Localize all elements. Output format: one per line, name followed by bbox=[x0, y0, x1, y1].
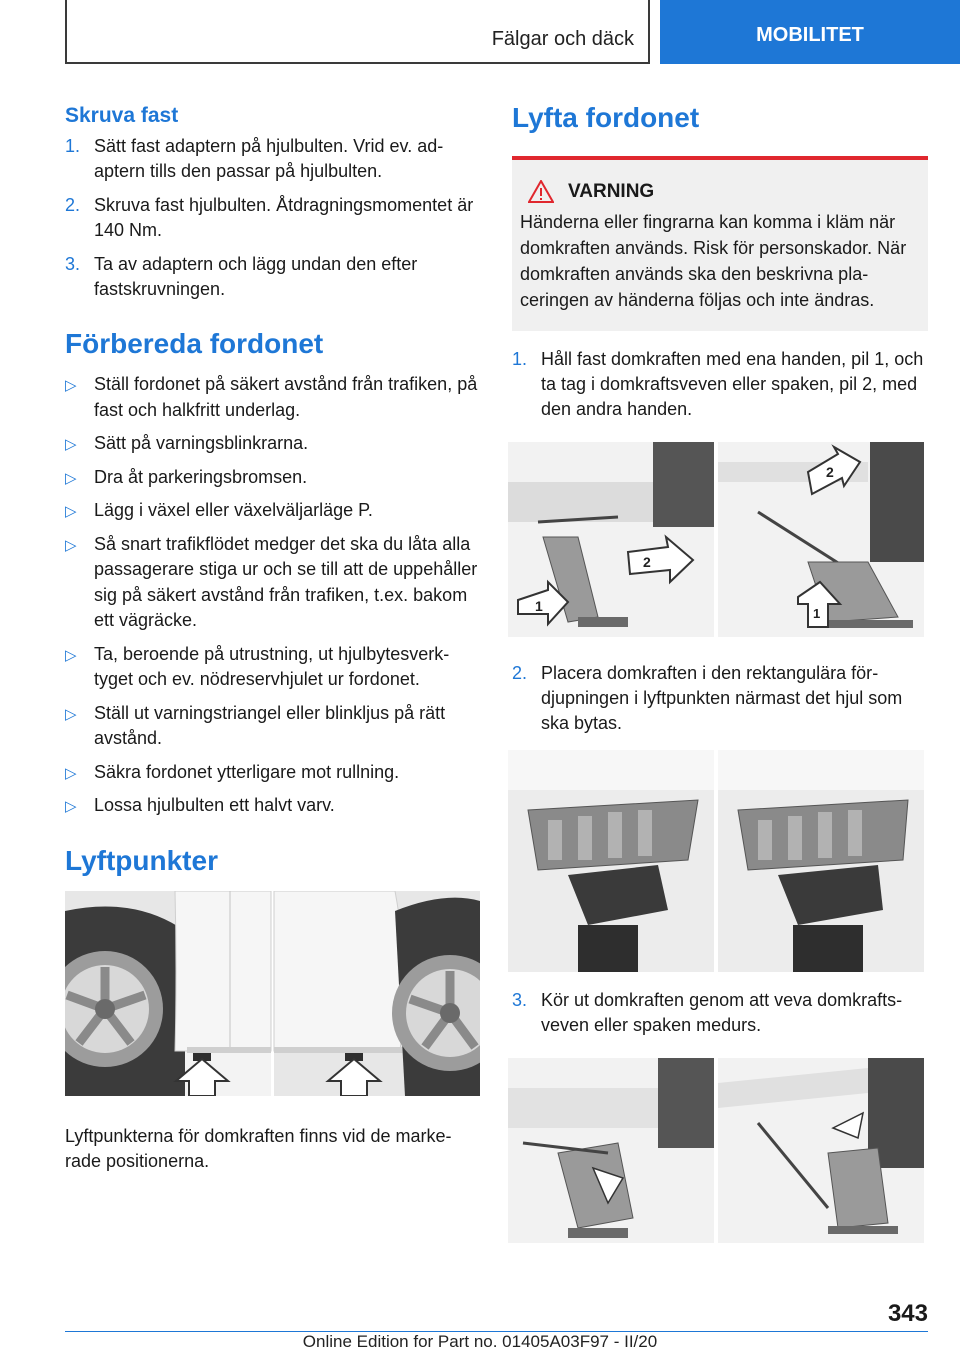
triangle-right-icon: ▷ bbox=[65, 377, 77, 394]
list-item bbox=[65, 532, 480, 634]
step-text: Placera domkraften i den rektangulära fördjupningen i lyftpunkten närmast det hjul som ska bytas. bbox=[541, 663, 903, 733]
step-text: Kör ut domkraften genom att veva domkraftsveven eller spaken medurs. bbox=[541, 990, 903, 1035]
jack-crank-figure bbox=[508, 1058, 924, 1243]
footer-edition: Online Edition for Part no. 01405A03F97 - II/20 bbox=[302, 1332, 658, 1351]
triangle-right-icon: ▷ bbox=[65, 798, 77, 815]
screw-steps bbox=[65, 134, 480, 302]
jack-crank-illustration bbox=[508, 1058, 924, 1243]
list-item bbox=[65, 193, 480, 243]
page-header bbox=[0, 0, 960, 66]
list-item bbox=[65, 760, 480, 786]
step-text: Håll fast domkraften med ena handen, pil 1, och ta tag i domkraftsveven eller spaken, pil 2, med den andra handen. bbox=[541, 349, 924, 419]
list-item bbox=[65, 465, 480, 491]
triangle-right-icon: ▷ bbox=[65, 646, 77, 664]
step-text: Sätt fast adaptern på hjulbulten. Vrid ev. adaptern tills den passar på hjulbulten. bbox=[94, 136, 444, 181]
triangle-right-icon: ▷ bbox=[65, 536, 77, 554]
left-column bbox=[65, 96, 480, 1174]
triangle-right-icon: ▷ bbox=[65, 705, 77, 723]
step-number: 3. bbox=[65, 254, 81, 274]
arrow-label-2: 2 bbox=[643, 554, 651, 570]
list-item bbox=[65, 252, 480, 302]
list-item bbox=[512, 347, 928, 422]
step-number: 2. bbox=[65, 195, 81, 215]
step-text: Skruva fast hjulbulten. Åtdragningsmomentet är 140 Nm. bbox=[94, 195, 474, 240]
step-number: 1. bbox=[512, 349, 528, 369]
header-chapter-tab: MOBILITET bbox=[660, 0, 960, 64]
list-item bbox=[65, 793, 480, 819]
bullet-text: Säkra fordonet ytterligare mot rullning. bbox=[94, 761, 400, 782]
prepare-heading: Förbereda fordonet bbox=[65, 328, 324, 359]
list-item bbox=[512, 988, 928, 1038]
page-number: 343 bbox=[887, 1300, 928, 1327]
list-item bbox=[65, 134, 480, 184]
bullet-text: Ställ fordonet på säkert avstånd från trafiken, på fast och halkfritt underlag. bbox=[94, 374, 478, 420]
jack-placement-figure bbox=[508, 750, 924, 972]
bullet-text: Lossa hjulbulten ett halvt varv. bbox=[94, 795, 335, 815]
warning-box bbox=[512, 156, 928, 331]
bullet-text: Ställ ut varningstriangel eller blinkljus på rätt avstånd. bbox=[94, 702, 446, 748]
lift-points-illustration bbox=[65, 891, 480, 1096]
triangle-right-icon: ▷ bbox=[65, 503, 77, 520]
lift-step-1 bbox=[512, 347, 928, 422]
list-item bbox=[65, 372, 480, 423]
arrow-label-1: 1 bbox=[535, 598, 543, 614]
triangle-right-icon: ▷ bbox=[65, 436, 77, 453]
arrow-label-1b: 1 bbox=[813, 606, 821, 621]
list-item bbox=[512, 661, 928, 736]
screw-heading: Skruva fast bbox=[65, 104, 179, 127]
bullet-text: Ta, beroende på utrustning, ut hjulbytesverktyget och ev. nödreservhjulet ur fordonet. bbox=[94, 643, 450, 689]
header-section-title: Fälgar och däck bbox=[491, 28, 634, 50]
jack-hold-illustration bbox=[508, 442, 924, 637]
warning-text: Händerna eller fingrarna kan komma i kläm när domkraften används. Risk för personskador. När domkraften används ska den beskrivna placeringen av händerna följas och inte ändras. bbox=[520, 212, 907, 310]
bullet-text: Så snart trafikflödet medger det ska du låta alla passagerare stiga ur och se till att de uppehåller sig på säkert avstånd från trafiken, t.ex. bakom ett vägräcke. bbox=[94, 533, 478, 630]
warning-triangle-icon bbox=[528, 180, 554, 203]
list-item bbox=[65, 642, 480, 693]
lift-step-2 bbox=[512, 661, 928, 736]
jack-hold-figure bbox=[508, 442, 924, 637]
step-number: 1. bbox=[65, 136, 81, 156]
right-column bbox=[512, 96, 928, 1243]
lift-vehicle-heading: Lyfta fordonet bbox=[512, 102, 700, 133]
prepare-list bbox=[65, 372, 480, 819]
step-number: 2. bbox=[512, 663, 528, 683]
step-text: Ta av adaptern och lägg undan den efter fastskruvningen. bbox=[94, 254, 418, 299]
triangle-right-icon: ▷ bbox=[65, 764, 77, 782]
lift-step-3 bbox=[512, 988, 928, 1038]
list-item bbox=[65, 431, 480, 457]
lift-points-caption: Lyftpunkterna för domkraften finns vid de markerade positionerna. bbox=[65, 1125, 452, 1171]
warning-label: VARNING bbox=[568, 180, 655, 202]
bullet-text: Dra åt parkeringsbromsen. bbox=[94, 466, 308, 487]
list-item bbox=[65, 701, 480, 752]
jack-placement-illustration bbox=[508, 750, 924, 972]
lift-points-figure bbox=[65, 891, 480, 1096]
step-number: 3. bbox=[512, 990, 528, 1010]
bullet-text: Sätt på varningsblinkrarna. bbox=[94, 433, 309, 453]
list-item bbox=[65, 498, 480, 524]
triangle-right-icon: ▷ bbox=[65, 469, 77, 487]
lift-points-heading: Lyftpunkter bbox=[65, 844, 218, 876]
warning-header bbox=[528, 180, 920, 203]
bullet-text: Lägg i växel eller växelväljarläge P. bbox=[94, 500, 373, 520]
arrow-label-2b: 2 bbox=[826, 464, 834, 480]
header-section-box bbox=[65, 0, 650, 64]
